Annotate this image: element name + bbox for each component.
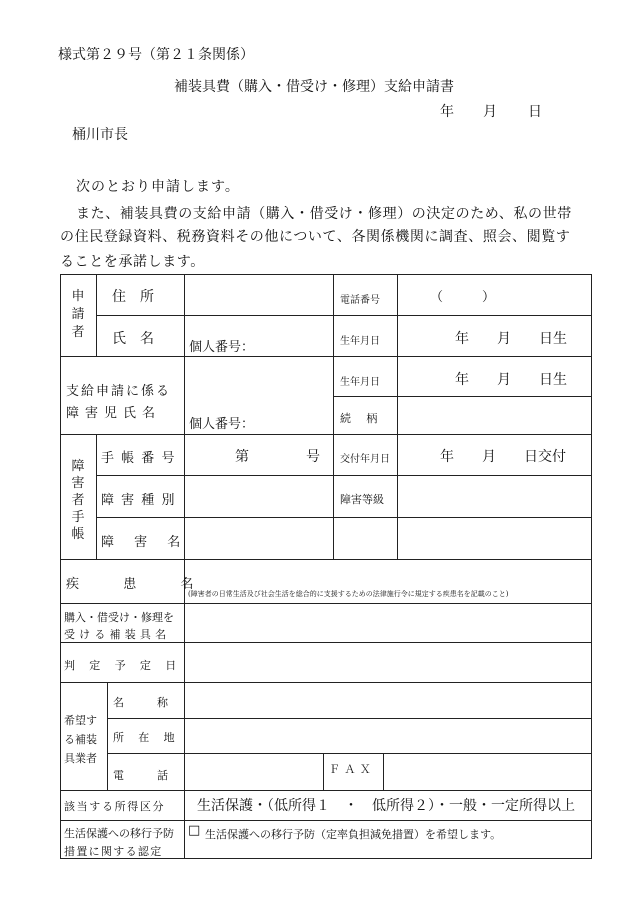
name-label: 氏名: [112, 331, 168, 347]
vendor-phone-label: 電話: [113, 769, 201, 782]
date-day-label: 日: [528, 104, 542, 120]
child-birth-label: 生年月日: [340, 377, 380, 388]
relation-label: 続柄: [340, 412, 393, 425]
handbook-number-prefix: 第: [235, 449, 249, 465]
date-year-label: 年: [440, 104, 454, 120]
device-label-line-1: 購入・借受け・修理を: [64, 611, 174, 624]
child-birth-format: 年 月 日生: [455, 372, 567, 388]
applicant-birth-label: 生年月日: [340, 336, 380, 347]
phone-label: 電話番号: [340, 295, 380, 306]
applicant-birth-format: 年 月 日生: [455, 331, 567, 347]
issue-date-format: 年 月 日交付: [440, 449, 566, 465]
applicant-my-number-label: 個人番号：: [189, 340, 255, 355]
handbook-section-label: 障害者手帳: [71, 459, 85, 542]
child-label-line-1: 支給申請に係る: [66, 384, 172, 399]
child-label-line-2: 障害児氏名: [66, 406, 162, 421]
intro-line-2: また、補装具費の支給申請（購入・借受け・修理）の決定のため、私の世帯: [76, 206, 572, 222]
phone-parens: （ ）: [430, 290, 496, 305]
vendor-section-line-1: 希望す: [64, 714, 97, 727]
vendor-section-line-3: 具業者: [64, 752, 97, 765]
form-title: 補装具費（購入・借受け・修理）支給申請書: [174, 79, 454, 95]
disability-name-label: 障害名: [101, 535, 201, 550]
child-my-number-label: 個人番号：: [189, 417, 255, 432]
income-label: 該当する所得区分: [64, 800, 166, 813]
vendor-name-label: 名称: [113, 696, 201, 709]
applicant-section-label: 申請者: [71, 289, 85, 340]
handbook-number-suffix: 号: [306, 449, 320, 465]
disease-label: 疾患名: [66, 577, 238, 592]
transition-checkbox[interactable]: □: [188, 823, 201, 838]
judgement-date-label: 判定予定日: [64, 659, 191, 672]
handbook-number-label: 手帳番号: [101, 451, 182, 466]
transition-checkbox-text: 生活保護への移行予防（定率負担減免措置）を希望します。: [205, 828, 502, 841]
transition-label-line-2: 措置に関する認定: [64, 845, 163, 858]
transition-label-line-1: 生活保護への移行予防: [64, 827, 174, 840]
disease-note: (障害者の日常生活及び社会生活を総合的に支援するための法律施行令に規定する疾患名を記載のこと): [188, 590, 509, 598]
intro-line-1: 次のとおり申請します。: [76, 179, 240, 195]
disability-grade-label: 障害等級: [340, 493, 384, 506]
device-label-line-2: 受ける補装具名: [64, 628, 171, 641]
date-month-label: 月: [483, 104, 497, 120]
issue-date-label: 交付年月日: [340, 454, 390, 465]
vendor-fax-label: ＦＡＸ: [329, 763, 376, 776]
intro-line-3: の住民登録資料、税務資料その他について、各関係機関に調査、照会、閲覧す: [60, 229, 571, 245]
intro-line-4: ることを承諾します。: [60, 254, 205, 270]
address-label: 住所: [112, 289, 168, 305]
addressee: 桶川市長: [72, 127, 128, 143]
income-options: 生活保護・（低所得１ ・ 低所得２）・一般・一定所得以上: [197, 798, 575, 814]
form-number: 様式第２９号（第２１条関係）: [58, 47, 254, 63]
vendor-location-label: 所在地: [113, 731, 189, 744]
vendor-section-line-2: る補装: [64, 733, 97, 746]
disability-type-label: 障害種別: [101, 493, 182, 508]
